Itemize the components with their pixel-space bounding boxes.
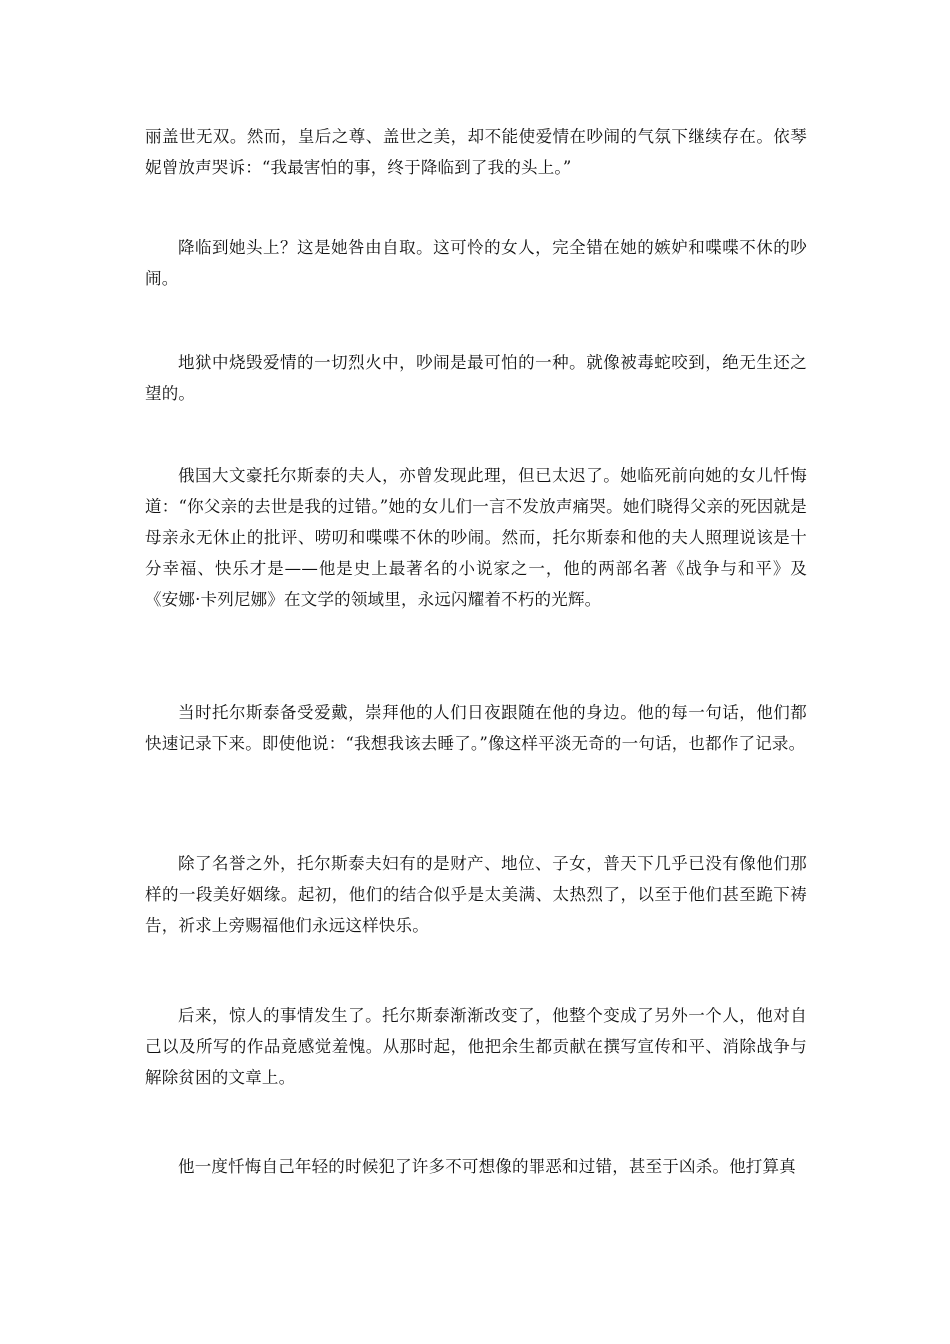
paragraph-3: 地狱中烧毁爱情的一切烈火中，吵闹是最可怕的一种。就像被毒蛇咬到，绝无生还之望的。: [145, 353, 807, 403]
paragraph-7: 后来，惊人的事情发生了。托尔斯泰渐渐改变了，他整个变成了另外一个人，他对自己以及所写的作品竟感觉羞愧。从那时起，他把余生都贡献在撰写宣传和平、消除战争与解除贫困的文章上。: [145, 1006, 807, 1087]
paragraph-6: 除了名誉之外，托尔斯泰夫妇有的是财产、地位、子女，普天下几乎已没有像他们那样的一段美好姻缘。起初，他们的结合似乎是太美满、太热烈了，以至于他们甚至跪下祷告，祈求上旁赐福他们永远这样快乐。: [145, 854, 807, 935]
paragraph-1: 丽盖世无双。然而，皇后之尊、盖世之美，却不能使爱情在吵闹的气氛下继续存在。依琴妮曾放声哭诉：“我最害怕的事，终于降临到了我的头上。”: [145, 127, 807, 177]
paragraph-4: 俄国大文豪托尔斯泰的夫人，亦曾发现此理，但已太迟了。她临死前向她的女儿忏悔道：“你父亲的去世是我的过错。”她的女儿们一言不发放声痛哭。她们晓得父亲的死因就是母亲永无休止的批评、唠叨和喋喋不休的吵闹。然而，托尔斯泰和他的夫人照理说该是十分幸福、快乐才是——他是史上最著名的小说家之一，他的两部名著《战争与和平》及《安娜·卡列尼娜》在文学的领域里，永远闪耀着不朽的光辉。: [145, 466, 807, 609]
paragraph-8: 他一度忏悔自己年轻的时候犯了许多不可想像的罪恶和过错，甚至于凶杀。他打算真: [178, 1157, 796, 1176]
paragraph-2: 降临到她头上？这是她咎由自取。这可怜的女人，完全错在她的嫉妒和喋喋不休的吵闹。: [145, 238, 807, 288]
paragraph-5: 当时托尔斯泰备受爱戴，崇拜他的人们日夜跟随在他的身边。他的每一句话，他们都快速记录下来。即使他说：“我想我该去睡了。”像这样平淡无奇的一句话，也都作了记录。: [145, 703, 807, 753]
